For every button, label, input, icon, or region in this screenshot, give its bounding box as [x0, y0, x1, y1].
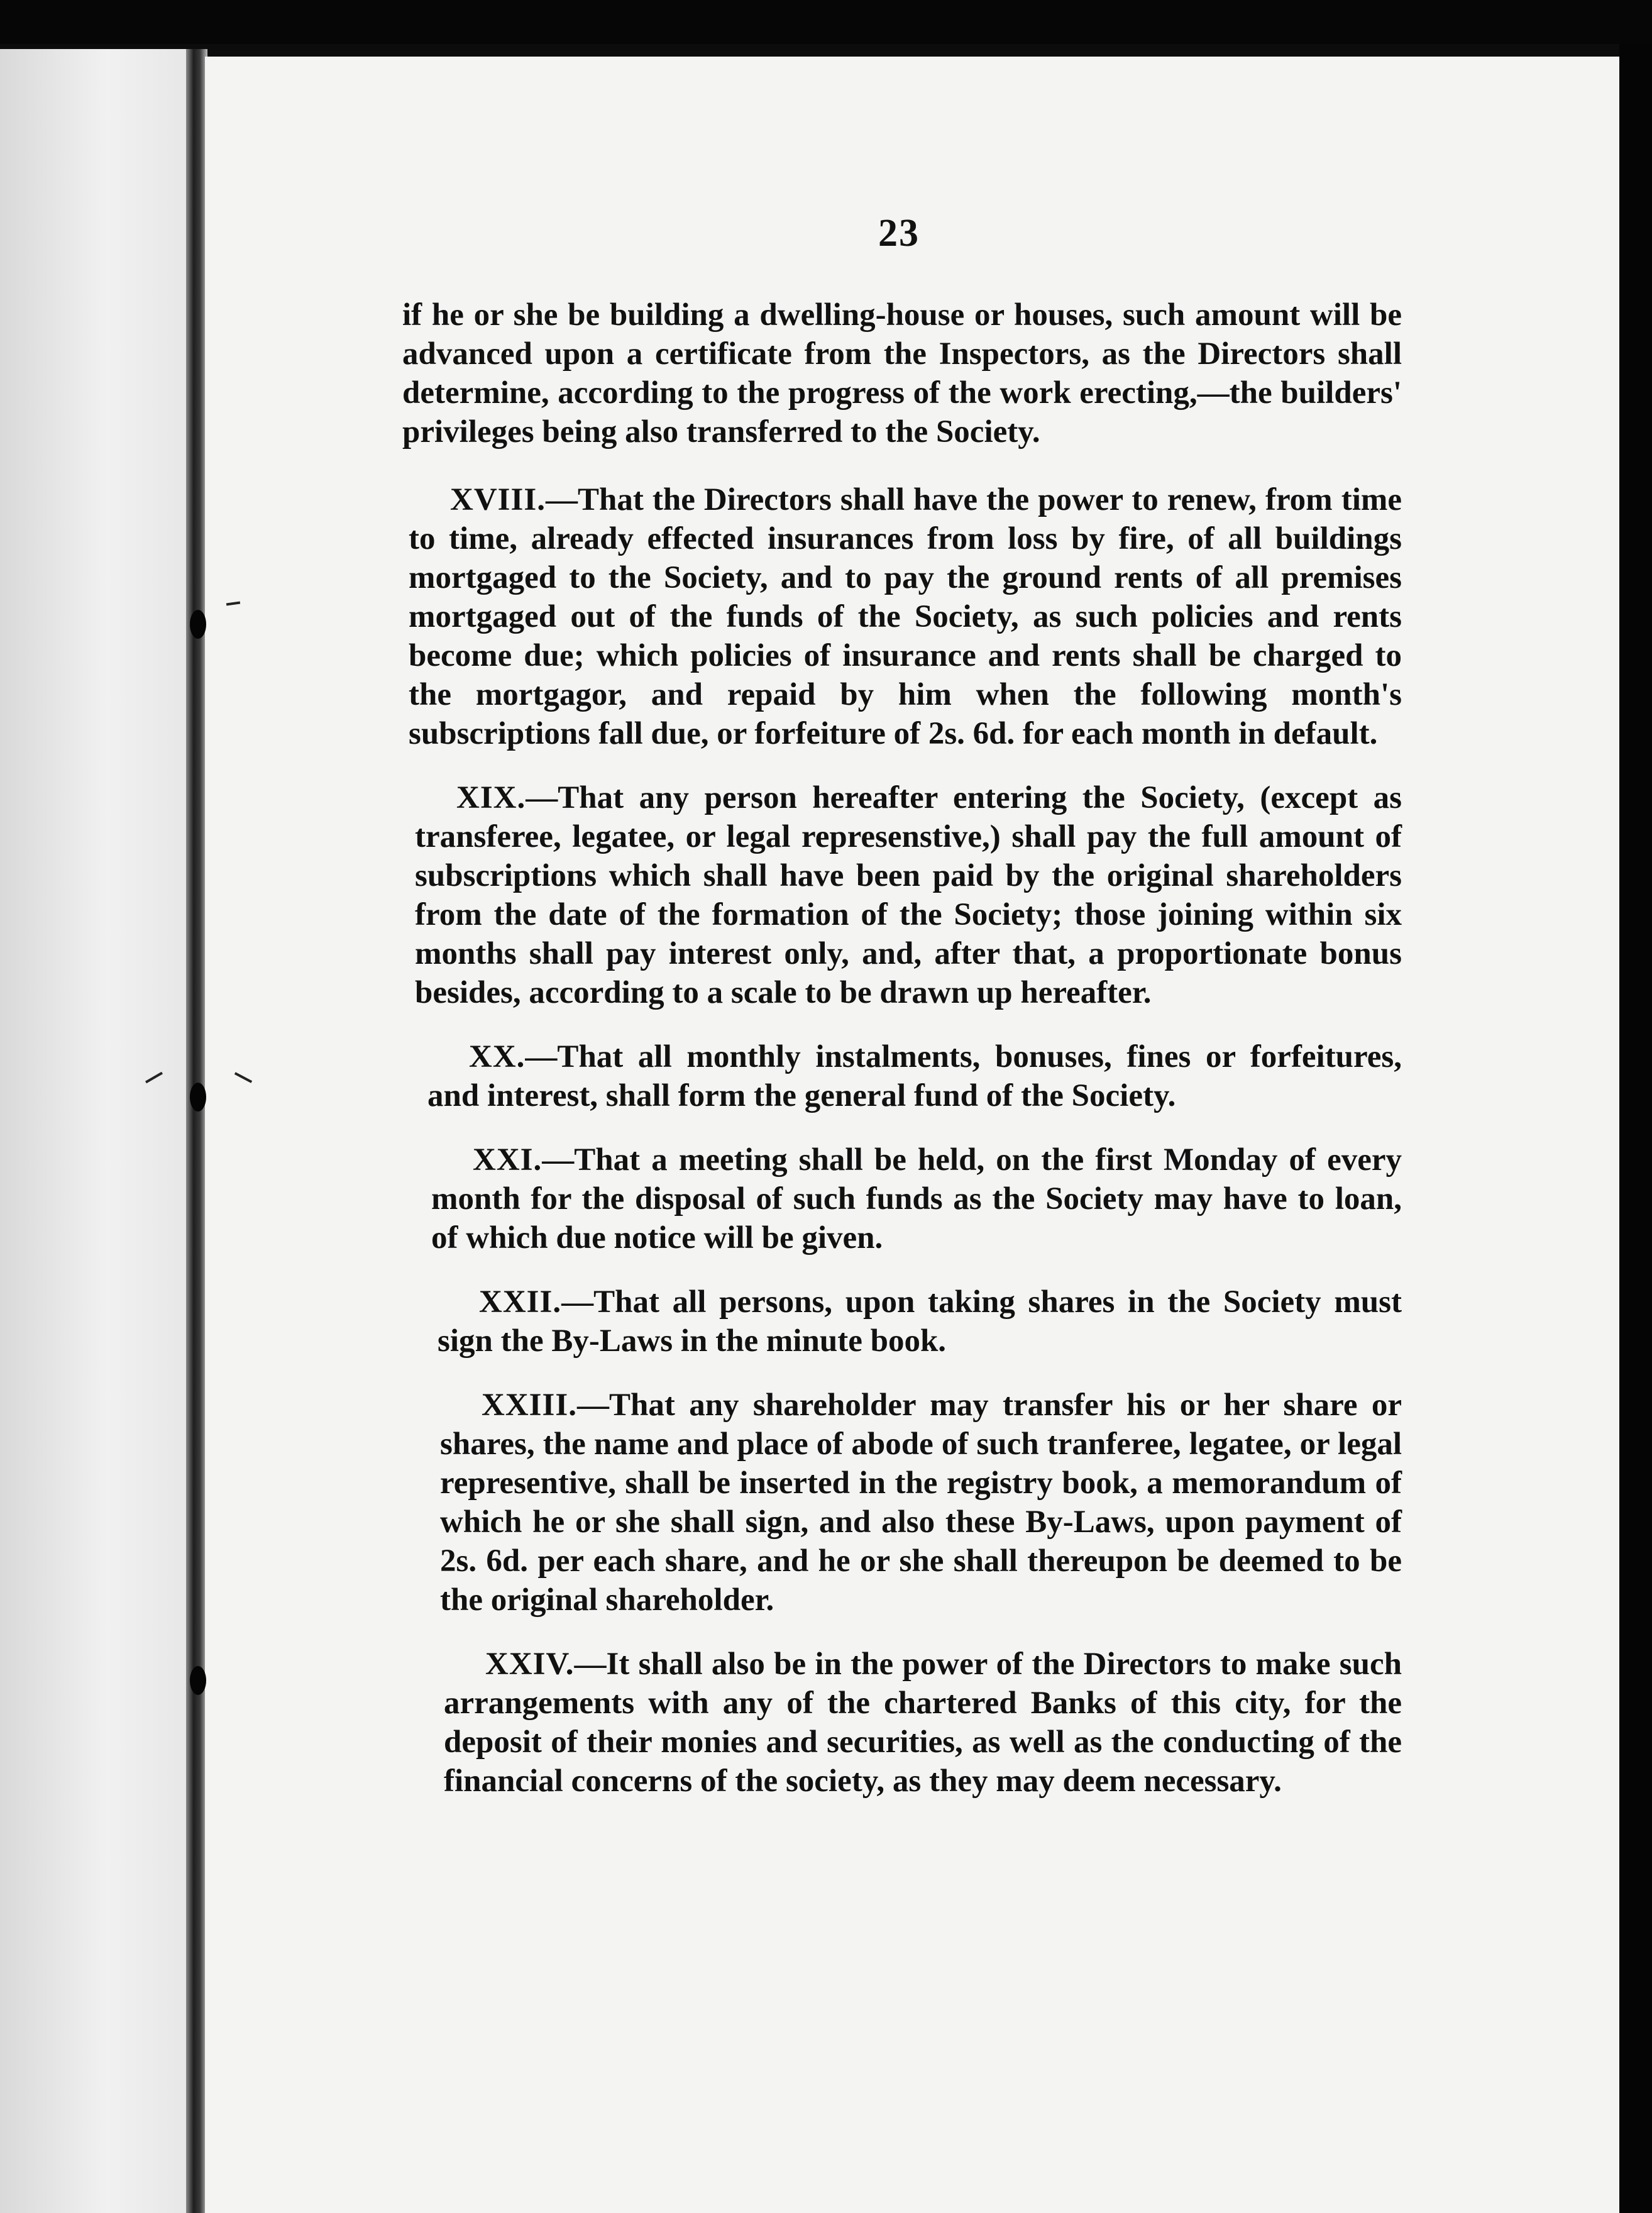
facing-page-edge: [0, 49, 195, 2213]
page-number: 23: [878, 212, 920, 255]
clause-xix: [415, 778, 1402, 1012]
clause-number: XIX.: [456, 780, 526, 815]
page-body: [402, 295, 1402, 1826]
clause-xx: [427, 1037, 1402, 1115]
binding-stitch: [190, 1666, 206, 1695]
clause-number: XXI.: [473, 1142, 542, 1178]
clause-text: —That a meeting shall be held, on the first Monday of every month for the disposal of such funds as the Society may have to loan, of which due notice will be given.: [431, 1142, 1402, 1256]
clause-xxiv: [444, 1645, 1402, 1801]
clause-xxi: [431, 1140, 1402, 1257]
clause-text: —That the Directors shall have the power to renew, from time to time, already effected insurances from loss by fire, of all buildings mortgaged to the Society, and to pay the ground rents of all premises mortgaged out of the funds of the Society, as such policies and rents become due; which policies of insurance and rents shall be charged to the mortgagor, and repaid by him when the following month's subscriptions fall due, or forfeiture of 2s. 6d. for each month in default.: [409, 482, 1402, 751]
binding-stitch: [190, 1083, 206, 1112]
clause-number: XXIII.: [482, 1388, 577, 1423]
paragraph-text: if he or she be building a dwelling-house or houses, such amount will be advanced upon a certificate from the Inspectors, as the Directors shall determine, according to the progress of the work erecting,—the builders' privileges being also transferred to the Society.: [402, 297, 1402, 450]
paragraph-continuation: [402, 295, 1402, 451]
binding-stitch: [190, 610, 206, 639]
clause-number: XX.: [469, 1039, 526, 1074]
clause-text: —That all monthly instalments, bonuses, fines or forfeitures, and interest, shall form the general fund of the Society.: [427, 1039, 1402, 1113]
clause-text: —That all persons, upon taking shares in the Society must sign the By-Laws in the minute book.: [438, 1284, 1402, 1359]
clause-number: XXII.: [479, 1284, 562, 1320]
clause-xxii: [438, 1283, 1402, 1360]
clause-text: —That any person hereafter entering the Society, (except as transferee, legatee, or legal represenstive,) shall pay the full amount of subscriptions which shall have been paid by the original shareholders from the date of the formation of the Society; those joining within six months shall pay interest only, and, after that, a proportionate bonus besides, according to a scale to be drawn up hereafter.: [415, 780, 1402, 1010]
clause-number: XVIII.: [450, 482, 546, 517]
clause-number: XXIV.: [485, 1647, 575, 1682]
scan-right-border: [1619, 44, 1652, 2213]
clause-text: —It shall also be in the power of the Directors to make such arrangements with any of the chartered Banks of this city, for the deposit of their monies and securities, as well as the conducting of the financial concerns of the society, as they may deem necessary.: [444, 1647, 1402, 1799]
clause-xviii: [409, 480, 1402, 753]
clause-xxiii: [440, 1386, 1402, 1620]
clause-text: —That any shareholder may transfer his or her share or shares, the name and place of abode of such tranferee, legatee, or legal representive, shall be inserted in the registry book, a memorandum of which he or she shall sign, and also these By-Laws, upon payment of 2s. 6d. per each share, and he or she shall thereupon be deemed to be the original shareholder.: [440, 1388, 1402, 1618]
scan-top-border: [0, 0, 1652, 44]
book-gutter: [186, 49, 207, 2213]
